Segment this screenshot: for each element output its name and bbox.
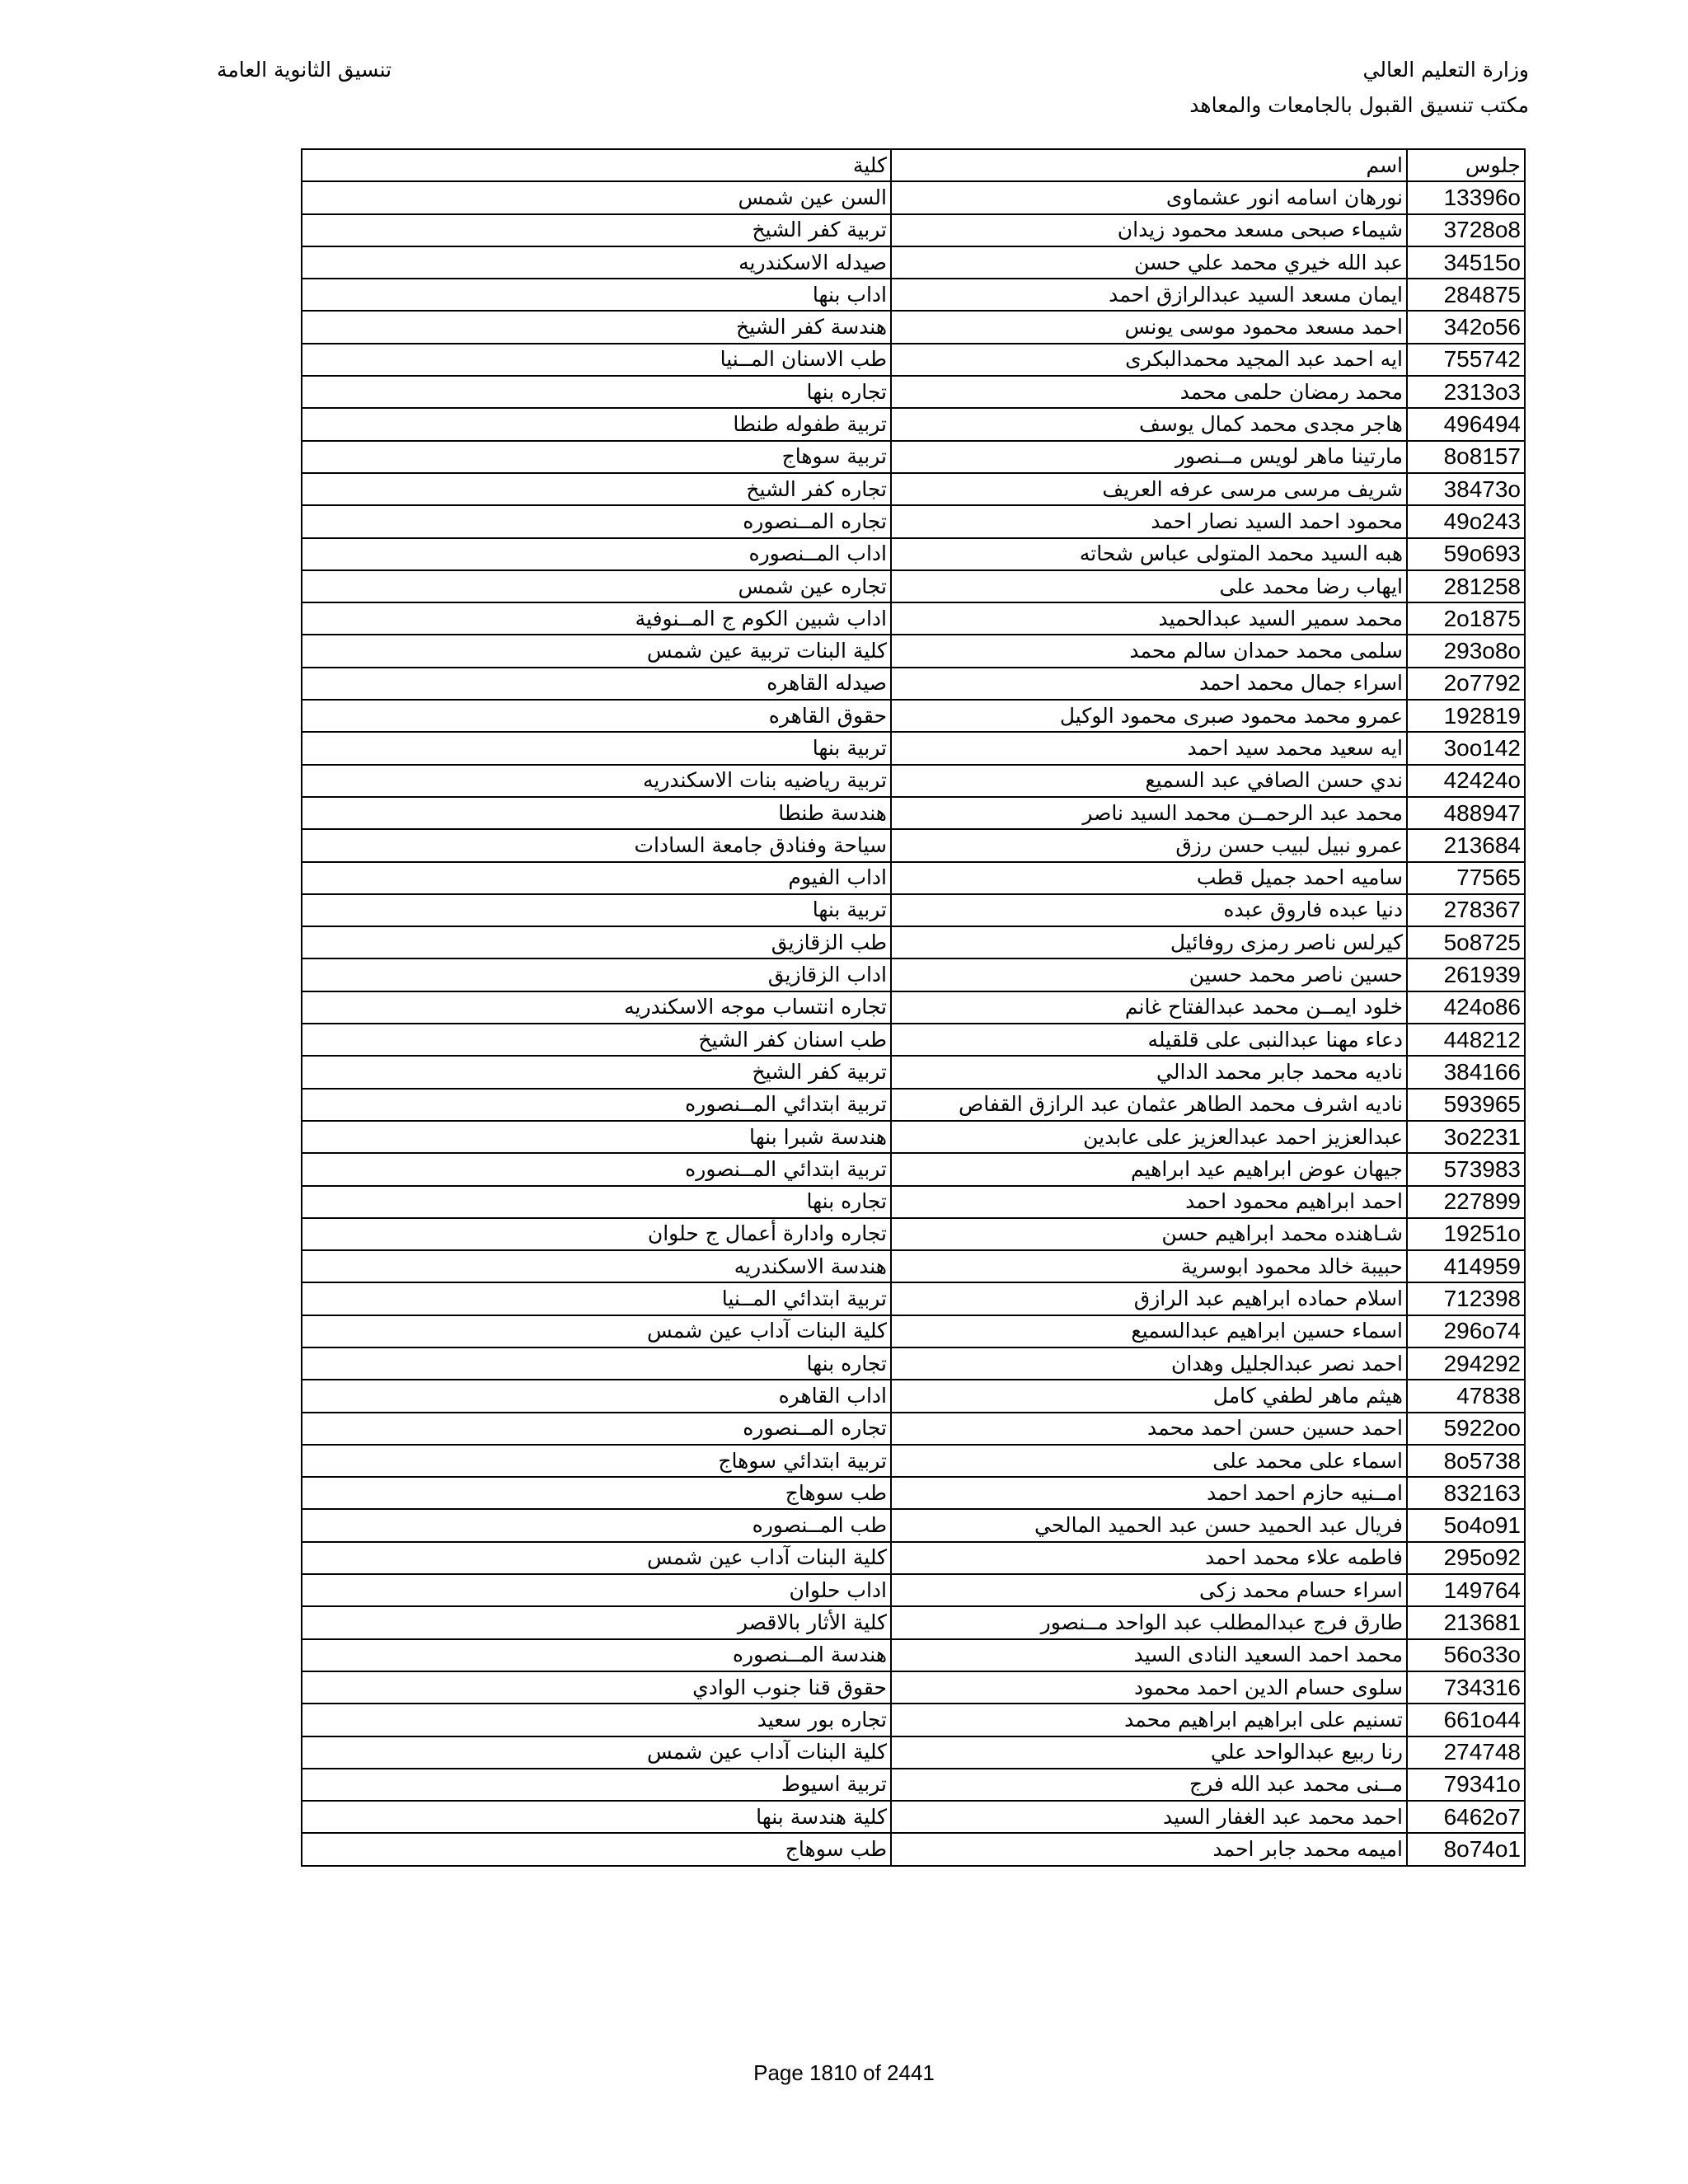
table-row	[302, 311, 1525, 343]
table-row	[302, 408, 1525, 440]
student-name-cell: طارق فرج عبدالمطلب عبد الواحد مــنصور	[891, 1606, 1407, 1638]
office-title: مكتب تنسيق القبول بالجامعات والمعاهد	[1189, 93, 1529, 117]
seat-number-cell: 2o1875	[1407, 602, 1525, 635]
college-cell: طب سوهاج	[302, 1477, 891, 1509]
table-row	[302, 246, 1525, 279]
student-name-cell: اميمه محمد جابر احمد	[891, 1833, 1407, 1865]
student-name-cell: محمود احمد السيد نصار احمد	[891, 505, 1407, 537]
table-row	[302, 279, 1525, 311]
seat-number-cell: 573983	[1407, 1153, 1525, 1185]
college-cell: هندسة المــنصوره	[302, 1639, 891, 1671]
student-name-cell: محمد عبد الرحمــن محمد السيد ناصر	[891, 797, 1407, 829]
student-name-cell: اسماء حسين ابراهيم عبدالسميع	[891, 1315, 1407, 1347]
college-cell: سياحة وفنادق جامعة السادات	[302, 829, 891, 861]
table-row	[302, 181, 1525, 213]
student-name-cell: احمد ابراهيم محمود احمد	[891, 1186, 1407, 1218]
table-row	[302, 1542, 1525, 1574]
student-name-cell: عمرو محمد محمود صبرى محمود الوكيل	[891, 700, 1407, 732]
college-cell: هندسة الاسكندريه	[302, 1250, 891, 1282]
table-row	[302, 214, 1525, 246]
student-name-cell: ايه سعيد محمد سيد احمد	[891, 732, 1407, 764]
table-row	[302, 1445, 1525, 1477]
seat-number-cell: 5922oo	[1407, 1413, 1525, 1445]
seat-number-cell: 3o2231	[1407, 1121, 1525, 1153]
seat-number-cell: 13396o	[1407, 181, 1525, 213]
table-row	[302, 829, 1525, 861]
student-name-cell: امــنيه حازم احمد احمد	[891, 1477, 1407, 1509]
student-name-cell: ايمان مسعد السيد عبدالرازق احمد	[891, 279, 1407, 311]
table-row	[302, 894, 1525, 926]
seat-number-cell: 281258	[1407, 570, 1525, 602]
seat-number-cell: 424o86	[1407, 991, 1525, 1024]
student-name-cell: احمد حسين حسن احمد محمد	[891, 1413, 1407, 1445]
table-row	[302, 1671, 1525, 1704]
table-row	[302, 862, 1525, 894]
college-cell: تربية اسيوط	[302, 1769, 891, 1801]
table-row	[302, 1024, 1525, 1056]
student-name-cell: خلود ايمــن محمد عبدالفتاح غانم	[891, 991, 1407, 1024]
student-name-cell: جيهان عوض ابراهيم عيد ابراهيم	[891, 1153, 1407, 1185]
table-row	[302, 473, 1525, 505]
seat-number-cell: 2313o3	[1407, 376, 1525, 408]
seat-number-cell: 832163	[1407, 1477, 1525, 1509]
table-row	[302, 797, 1525, 829]
column-header-name: اسم	[891, 149, 1407, 181]
student-name-cell: هبه السيد محمد المتولى عباس شحاته	[891, 538, 1407, 570]
seat-number-cell: 3728o8	[1407, 214, 1525, 246]
student-name-cell: ايهاب رضا محمد على	[891, 570, 1407, 602]
student-name-cell: فاطمه علاء محمد احمد	[891, 1542, 1407, 1574]
table-row	[302, 635, 1525, 667]
seat-number-cell: 593965	[1407, 1089, 1525, 1121]
seat-number-cell: 488947	[1407, 797, 1525, 829]
table-row	[302, 1380, 1525, 1412]
college-cell: طب الاسنان المــنيا	[302, 344, 891, 376]
table-row	[302, 1153, 1525, 1185]
seat-number-cell: 384166	[1407, 1056, 1525, 1088]
student-name-cell: مارتينا ماهر لويس مــنصور	[891, 441, 1407, 473]
seat-number-cell: 213681	[1407, 1606, 1525, 1638]
student-name-cell: اسراء جمال محمد احمد	[891, 668, 1407, 700]
table-row	[302, 926, 1525, 958]
college-cell: تجاره بنها	[302, 376, 891, 408]
table-row	[302, 732, 1525, 764]
college-cell: تربية ابتدائي المــنصوره	[302, 1153, 891, 1185]
table-row	[302, 958, 1525, 991]
table-row	[302, 1413, 1525, 1445]
seat-number-cell: 2o7792	[1407, 668, 1525, 700]
student-name-cell: شريف مرسى مرسى عرفه العريف	[891, 473, 1407, 505]
student-name-cell: شيماء صبحى مسعد محمود زيدان	[891, 214, 1407, 246]
student-name-cell: دنيا عبده فاروق عبده	[891, 894, 1407, 926]
college-cell: تربية سوهاج	[302, 441, 891, 473]
seat-number-cell: 38473o	[1407, 473, 1525, 505]
seat-number-cell: 34515o	[1407, 246, 1525, 279]
college-cell: تجاره انتساب موجه الاسكندريه	[302, 991, 891, 1024]
college-cell: تجاره عين شمس	[302, 570, 891, 602]
table-row	[302, 1282, 1525, 1315]
student-name-cell: شـاهنده محمد ابراهيم حسن	[891, 1218, 1407, 1250]
student-name-cell: اسماء على محمد على	[891, 1445, 1407, 1477]
table-row	[302, 1574, 1525, 1606]
college-cell: تربية ابتدائي المــنصوره	[302, 1089, 891, 1121]
table-row	[302, 1315, 1525, 1347]
student-name-cell: عمرو نبيل لبيب حسن رزق	[891, 829, 1407, 861]
student-name-cell: عبدالعزيز احمد عبدالعزيز على عابدين	[891, 1121, 1407, 1153]
seat-number-cell: 47838	[1407, 1380, 1525, 1412]
seat-number-cell: 274748	[1407, 1736, 1525, 1769]
seat-number-cell: 56o33o	[1407, 1639, 1525, 1671]
table-row	[302, 1736, 1525, 1769]
college-cell: اداب الفيوم	[302, 862, 891, 894]
student-name-cell: نورهان اسامه انور عشماوى	[891, 181, 1407, 213]
student-name-cell: ناديه اشرف محمد الطاهر عثمان عبد الرازق القفاص	[891, 1089, 1407, 1121]
seat-number-cell: 5o4o91	[1407, 1509, 1525, 1541]
college-cell: حقوق القاهره	[302, 700, 891, 732]
seat-number-cell: 284875	[1407, 279, 1525, 311]
college-cell: تربية رياضيه بنات الاسكندريه	[302, 765, 891, 797]
table-row	[302, 1121, 1525, 1153]
college-cell: كلية البنات آداب عين شمس	[302, 1736, 891, 1769]
seat-number-cell: 79341o	[1407, 1769, 1525, 1801]
student-name-cell: محمد رمضان حلمى محمد	[891, 376, 1407, 408]
student-name-cell: تسنيم على ابراهيم ابراهيم محمد	[891, 1704, 1407, 1736]
table-row	[302, 376, 1525, 408]
student-name-cell: كيرلس ناصر رمزى روفائيل	[891, 926, 1407, 958]
student-name-cell: مــنى محمد عبد الله فرج	[891, 1769, 1407, 1801]
results-table	[301, 148, 1526, 1867]
student-name-cell: حسين ناصر محمد حسين	[891, 958, 1407, 991]
ministry-title: وزارة التعليم العالي	[1362, 58, 1529, 82]
seat-number-cell: 49o243	[1407, 505, 1525, 537]
coordination-title: تنسيق الثانوية العامة	[217, 58, 392, 82]
college-cell: طب الزقازيق	[302, 926, 891, 958]
college-cell: اداب الزقازيق	[302, 958, 891, 991]
college-cell: تجاره المــنصوره	[302, 505, 891, 537]
seat-number-cell: 414959	[1407, 1250, 1525, 1282]
college-cell: كلية هندسة بنها	[302, 1801, 891, 1833]
student-name-cell: دعاء مهنا عبدالنبى على قلقيله	[891, 1024, 1407, 1056]
seat-number-cell: 448212	[1407, 1024, 1525, 1056]
table-row	[302, 344, 1525, 376]
seat-number-cell: 755742	[1407, 344, 1525, 376]
seat-number-cell: 496494	[1407, 408, 1525, 440]
student-name-cell: اسلام حماده ابراهيم عبد الرازق	[891, 1282, 1407, 1315]
table-row	[302, 1509, 1525, 1541]
table-row	[302, 991, 1525, 1024]
seat-number-cell: 294292	[1407, 1347, 1525, 1380]
seat-number-cell: 295o92	[1407, 1542, 1525, 1574]
student-name-cell: ساميه احمد جميل قطب	[891, 862, 1407, 894]
table-row	[302, 1056, 1525, 1088]
college-cell: صيدله الاسكندريه	[302, 246, 891, 279]
college-cell: طب اسنان كفر الشيخ	[302, 1024, 891, 1056]
college-cell: تجاره بنها	[302, 1347, 891, 1380]
college-cell: اداب بنها	[302, 279, 891, 311]
seat-number-cell: 661o44	[1407, 1704, 1525, 1736]
student-name-cell: هيثم ماهر لطفي كامل	[891, 1380, 1407, 1412]
table-row	[302, 1606, 1525, 1638]
student-name-cell: ندي حسن الصافي عبد السميع	[891, 765, 1407, 797]
page-number: Page 1810 of 2441	[753, 2060, 935, 2085]
student-name-cell: احمد محمد عبد الغفار السيد	[891, 1801, 1407, 1833]
table-row	[302, 1704, 1525, 1736]
table-row	[302, 1186, 1525, 1218]
college-cell: كلية البنات آداب عين شمس	[302, 1315, 891, 1347]
table-row	[302, 1218, 1525, 1250]
table-row	[302, 570, 1525, 602]
college-cell: السن عين شمس	[302, 181, 891, 213]
college-cell: كلية البنات تربية عين شمس	[302, 635, 891, 667]
seat-number-cell: 712398	[1407, 1282, 1525, 1315]
student-name-cell: محمد سمير السيد عبدالحميد	[891, 602, 1407, 635]
seat-number-cell: 192819	[1407, 700, 1525, 732]
seat-number-cell: 734316	[1407, 1671, 1525, 1704]
college-cell: تربية ابتدائي المــنيا	[302, 1282, 891, 1315]
student-name-cell: حبيبة خالد محمود ابوسرية	[891, 1250, 1407, 1282]
table-row	[302, 1089, 1525, 1121]
table-header-row	[302, 149, 1525, 181]
college-cell: تجاره وادارة أعمال ج حلوان	[302, 1218, 891, 1250]
college-cell: تجاره كفر الشيخ	[302, 473, 891, 505]
college-cell: تربية بنها	[302, 894, 891, 926]
seat-number-cell: 3oo142	[1407, 732, 1525, 764]
seat-number-cell: 227899	[1407, 1186, 1525, 1218]
table-row	[302, 1769, 1525, 1801]
table-row	[302, 505, 1525, 537]
table-row	[302, 538, 1525, 570]
table-row	[302, 602, 1525, 635]
student-name-cell: احمد نصر عبدالجليل وهدان	[891, 1347, 1407, 1380]
column-header-college: كلية	[302, 149, 891, 181]
seat-number-cell: 77565	[1407, 862, 1525, 894]
table-row	[302, 700, 1525, 732]
seat-number-cell: 342o56	[1407, 311, 1525, 343]
table-row	[302, 668, 1525, 700]
seat-number-cell: 293o8o	[1407, 635, 1525, 667]
seat-number-cell: 8o5738	[1407, 1445, 1525, 1477]
table-row	[302, 1639, 1525, 1671]
student-name-cell: سلوى حسام الدين احمد محمود	[891, 1671, 1407, 1704]
seat-number-cell: 19251o	[1407, 1218, 1525, 1250]
college-cell: هندسة شبرا بنها	[302, 1121, 891, 1153]
student-name-cell: ناديه محمد جابر محمد الدالي	[891, 1056, 1407, 1088]
college-cell: هندسة كفر الشيخ	[302, 311, 891, 343]
college-cell: تربية طفوله طنطا	[302, 408, 891, 440]
student-name-cell: سلمى محمد حمدان سالم محمد	[891, 635, 1407, 667]
college-cell: تربية ابتدائي سوهاج	[302, 1445, 891, 1477]
seat-number-cell: 278367	[1407, 894, 1525, 926]
college-cell: تربية بنها	[302, 732, 891, 764]
seat-number-cell: 6462o7	[1407, 1801, 1525, 1833]
student-name-cell: عبد الله خيري محمد علي حسن	[891, 246, 1407, 279]
table-row	[302, 1477, 1525, 1509]
table-row	[302, 441, 1525, 473]
college-cell: اداب القاهره	[302, 1380, 891, 1412]
seat-number-cell: 59o693	[1407, 538, 1525, 570]
college-cell: اداب شبين الكوم ج المــنوفية	[302, 602, 891, 635]
student-name-cell: احمد مسعد محمود موسى يونس	[891, 311, 1407, 343]
seat-number-cell: 149764	[1407, 1574, 1525, 1606]
seat-number-cell: 5o8725	[1407, 926, 1525, 958]
seat-number-cell: 261939	[1407, 958, 1525, 991]
seat-number-cell: 213684	[1407, 829, 1525, 861]
college-cell: حقوق قنا جنوب الوادي	[302, 1671, 891, 1704]
table-row	[302, 1801, 1525, 1833]
college-cell: تجاره بنها	[302, 1186, 891, 1218]
table-row	[302, 1833, 1525, 1865]
college-cell: تربية كفر الشيخ	[302, 214, 891, 246]
college-cell: تجاره المــنصوره	[302, 1413, 891, 1445]
college-cell: اداب المــنصوره	[302, 538, 891, 570]
column-header-seat: جلوس	[1407, 149, 1525, 181]
college-cell: تربية كفر الشيخ	[302, 1056, 891, 1088]
college-cell: تجاره بور سعيد	[302, 1704, 891, 1736]
college-cell: طب المــنصوره	[302, 1509, 891, 1541]
college-cell: كلية الأثار بالاقصر	[302, 1606, 891, 1638]
student-name-cell: فريال عبد الحميد حسن عبد الحميد المالحي	[891, 1509, 1407, 1541]
seat-number-cell: 296o74	[1407, 1315, 1525, 1347]
seat-number-cell: 8o74o1	[1407, 1833, 1525, 1865]
college-cell: كلية البنات آداب عين شمس	[302, 1542, 891, 1574]
student-name-cell: هاجر مجدى محمد كمال يوسف	[891, 408, 1407, 440]
table-row	[302, 1347, 1525, 1380]
table-row	[302, 765, 1525, 797]
seat-number-cell: 8o8157	[1407, 441, 1525, 473]
table-row	[302, 1250, 1525, 1282]
college-cell: هندسة طنطا	[302, 797, 891, 829]
student-name-cell: ايه احمد عبد المجيد محمدالبكرى	[891, 344, 1407, 376]
student-name-cell: اسراء حسام محمد زكى	[891, 1574, 1407, 1606]
college-cell: طب سوهاج	[302, 1833, 891, 1865]
student-name-cell: محمد احمد السعيد النادى السيد	[891, 1639, 1407, 1671]
seat-number-cell: 42424o	[1407, 765, 1525, 797]
student-name-cell: رنا ربيع عبدالواحد علي	[891, 1736, 1407, 1769]
college-cell: صيدله القاهره	[302, 668, 891, 700]
college-cell: اداب حلوان	[302, 1574, 891, 1606]
